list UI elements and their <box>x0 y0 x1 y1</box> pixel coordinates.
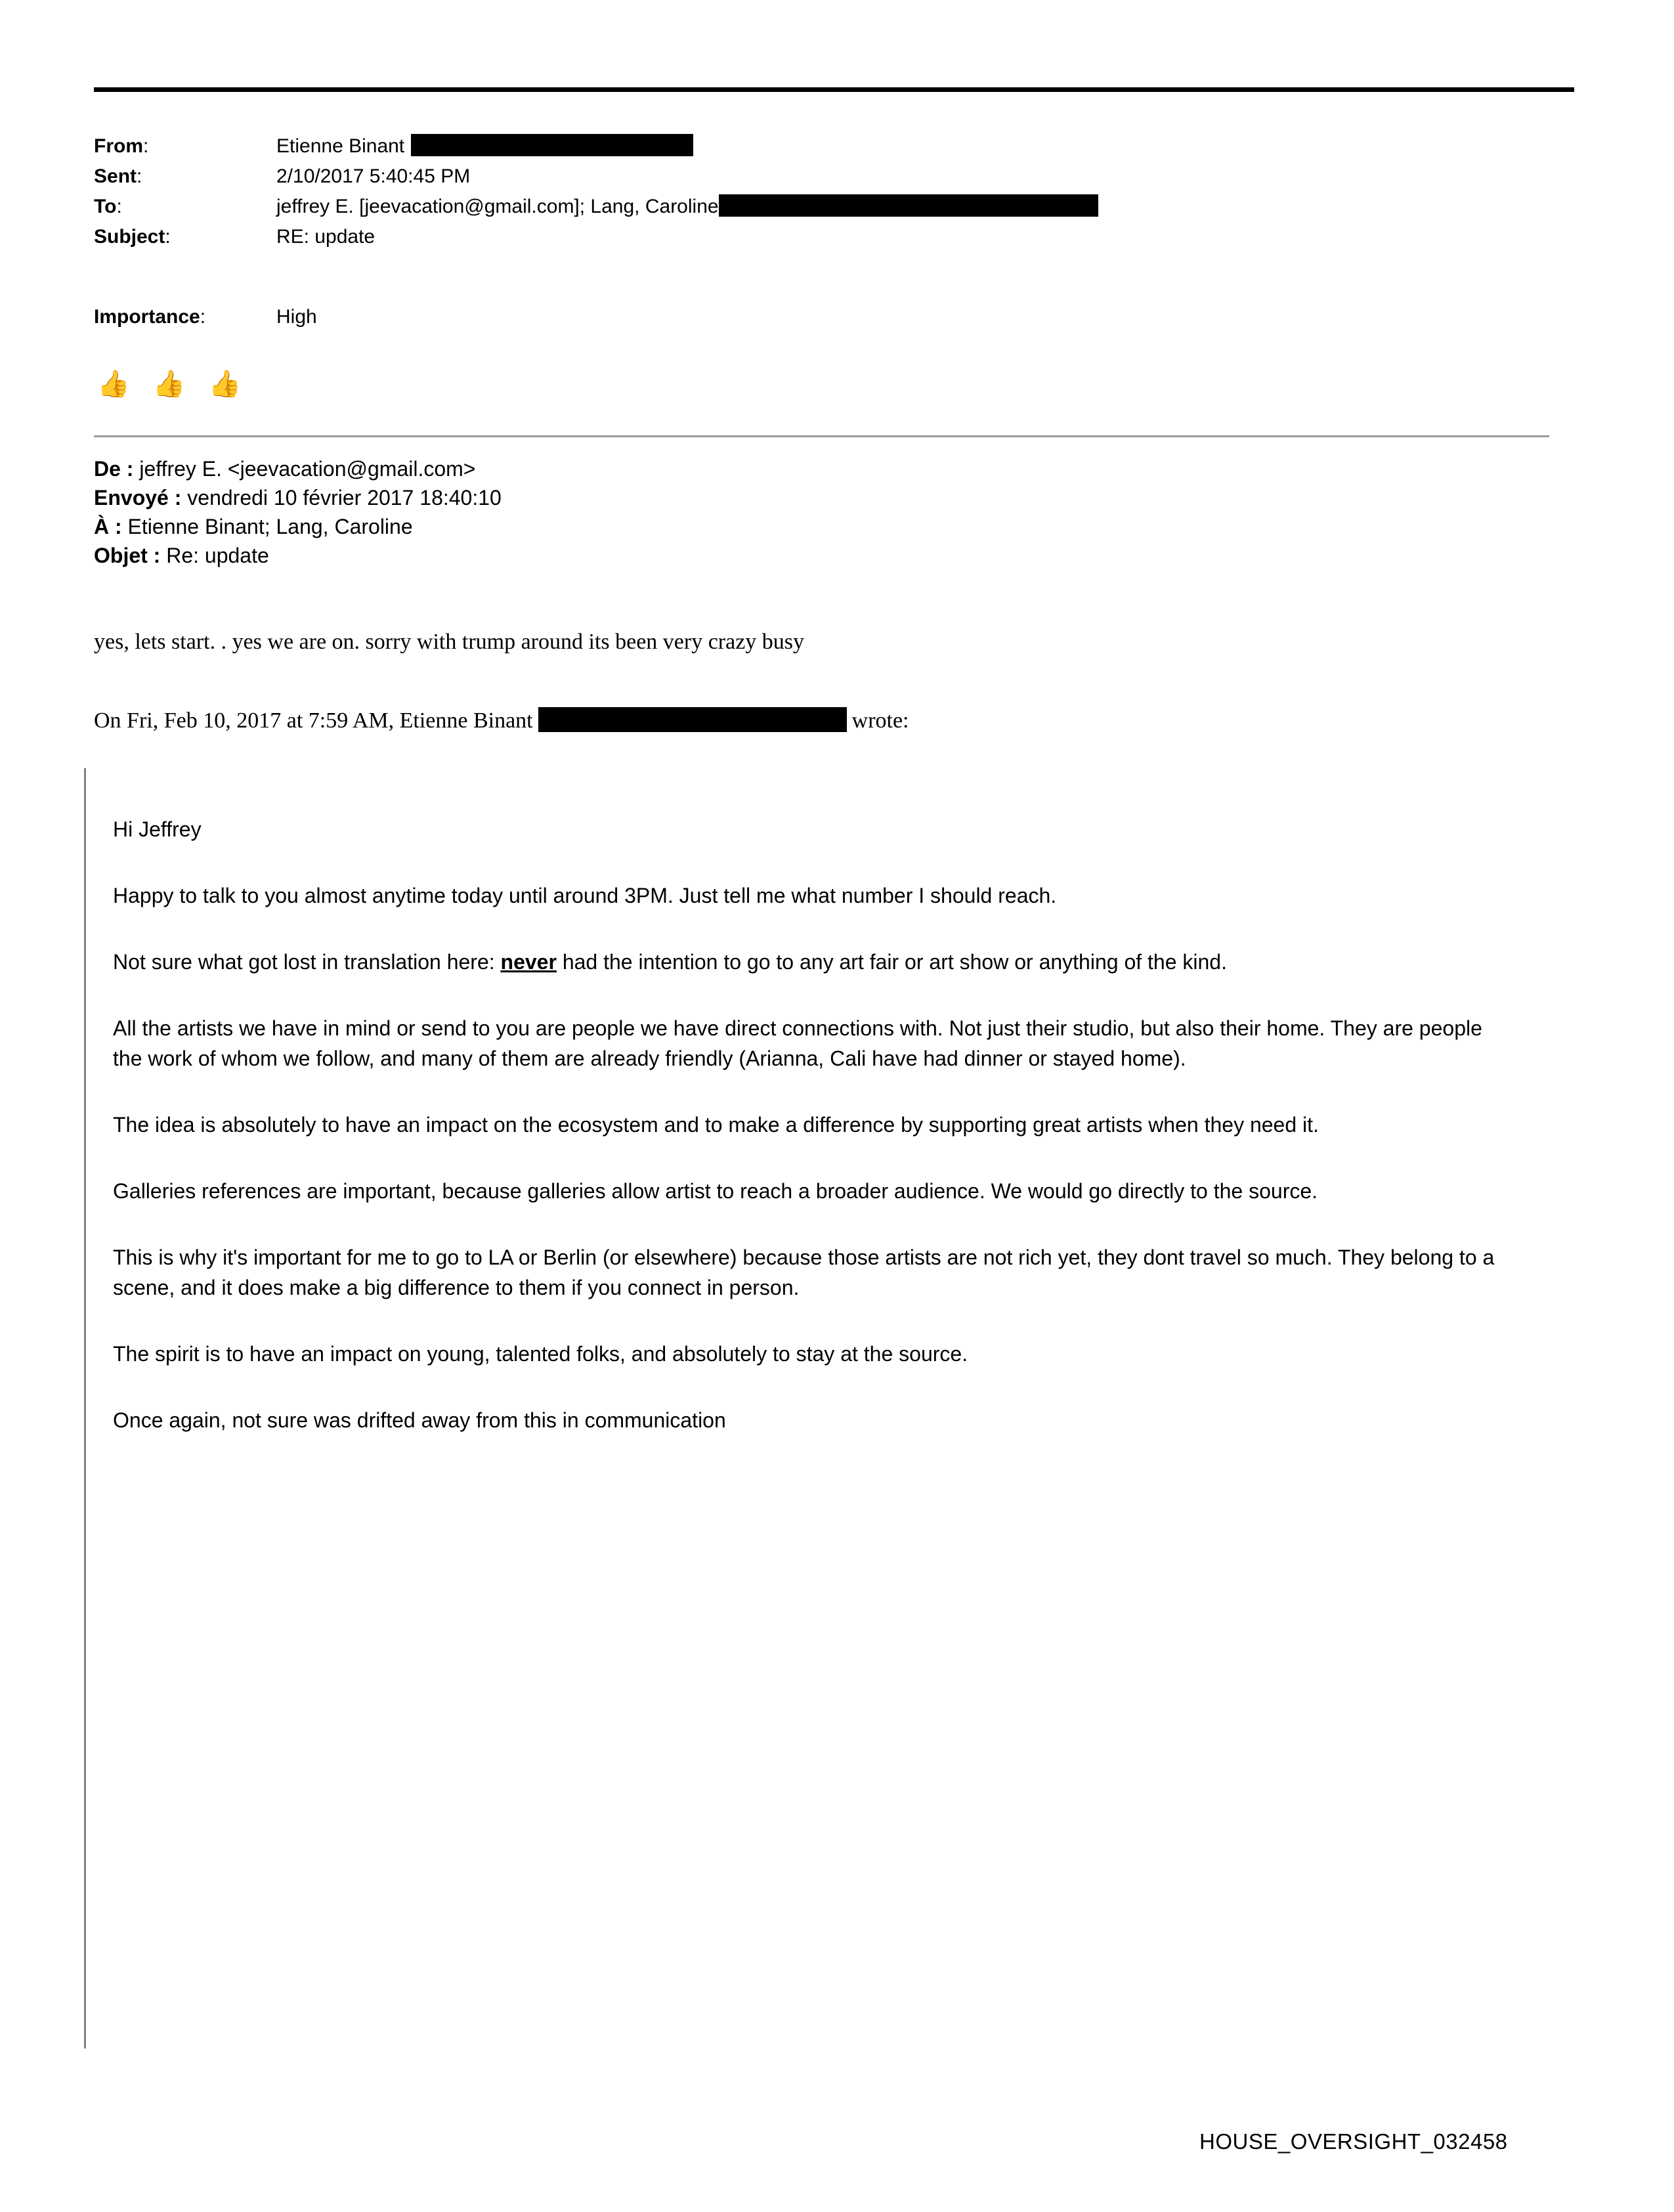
quoted-paragraph-3: All the artists we have in mind or send to you are people we have direct connections with. Not just their studio, but also their home. They are people the work of whom we follow, and many of them are already friendly (Arianna, Cali have had dinner or stayed home). <box>113 1016 1482 1070</box>
forwarded-row-objet <box>94 541 1577 570</box>
email-header-block <box>94 131 1577 252</box>
quoted-greeting: Hi Jeffrey <box>113 817 202 841</box>
quoted-paragraph-6: This is why it's important for me to go to LA or Berlin (or elsewhere) because those artists are not rich yet, they dont travel so much. They belong to a scene, and it does make a big difference to them if you connect in person. <box>113 1246 1495 1299</box>
quoted-paragraph-8: Once again, not sure was drifted away from this in communication <box>113 1408 726 1432</box>
header-divider-rule <box>94 87 1574 92</box>
header-value-subject: RE: update <box>276 226 376 248</box>
quote-attribution-prefix: On Fri, Feb 10, 2017 at 7:59 AM, Etienne Binant <box>94 708 533 733</box>
quoted-paragraph-2 <box>113 947 1498 977</box>
forwarded-value-de: jeffrey E. <jeevacation@gmail.com> <box>139 457 476 481</box>
forwarded-value-envoye: vendredi 10 février 2017 18:40:10 <box>187 486 502 510</box>
header-row-importance <box>94 302 317 332</box>
header-value-to: jeffrey E. [jeevacation@gmail.com]; Lang, Caroline <box>276 196 719 217</box>
header-row-sent <box>94 162 1577 192</box>
section-divider-rule <box>94 435 1549 437</box>
forwarded-label-envoye: Envoyé : <box>94 486 182 510</box>
redaction-bar-attribution <box>538 707 847 732</box>
forwarded-label-objet: Objet : <box>94 544 161 567</box>
forwarded-value-a: Etienne Binant; Lang, Caroline <box>127 515 413 538</box>
quote-indent-bar <box>84 768 86 2049</box>
quoted-paragraph-2-part-a: Not sure what got lost in translation here: <box>113 950 501 974</box>
quoted-paragraph-5: Galleries references are important, because galleries allow artist to reach a broader audience. We would go directly to the source. <box>113 1179 1318 1203</box>
header-value-from: Etienne Binant <box>276 135 405 157</box>
header-label-subject: Subject: <box>94 226 171 248</box>
emphasis-never: never <box>500 950 557 974</box>
redaction-bar-to <box>719 194 1098 217</box>
thumbs-up-icon: 👍 👍 👍 <box>97 370 249 399</box>
forwarded-value-objet: Re: update <box>166 544 269 567</box>
forwarded-label-de: De : <box>94 457 134 481</box>
header-label-importance: Importance: <box>94 306 206 328</box>
quoted-paragraph-1: Happy to talk to you almost anytime today until around 3PM. Just tell me what number I should reach. <box>113 884 1057 907</box>
header-row-from <box>94 131 1577 162</box>
quote-attribution-suffix: wrote: <box>851 708 909 733</box>
header-row-to <box>94 192 1577 222</box>
header-value-sent: 2/10/2017 5:40:45 PM <box>276 165 471 187</box>
redaction-bar-from <box>411 134 693 156</box>
header-value-importance: High <box>276 306 317 328</box>
header-label-from: From: <box>94 135 149 157</box>
bates-number: HOUSE_OVERSIGHT_032458 <box>1199 2129 1508 2154</box>
quoted-paragraph-7: The spirit is to have an impact on young, talented folks, and absolutely to stay at the source. <box>113 1342 968 1366</box>
forwarded-row-de <box>94 454 1577 483</box>
header-label-to: To: <box>94 196 122 217</box>
header-label-sent: Sent: <box>94 165 142 187</box>
quoted-message-body <box>113 814 1498 1435</box>
reply-body-text: yes, lets start. . yes we are on. sorry with trump around its been very crazy busy <box>94 630 805 654</box>
forwarded-label-a: À : <box>94 515 122 538</box>
quoted-paragraph-4: The idea is absolutely to have an impact on the ecosystem and to make a difference by supporting great artists when they need it. <box>113 1113 1319 1137</box>
forwarded-row-envoye <box>94 483 1577 512</box>
forwarded-row-a <box>94 512 1577 541</box>
forwarded-header-block <box>94 454 1577 570</box>
header-row-subject <box>94 222 1577 252</box>
quote-attribution-line <box>94 706 1577 736</box>
quoted-paragraph-2-part-b: had the intention to go to any art fair or art show or anything of the kind. <box>556 950 1227 974</box>
